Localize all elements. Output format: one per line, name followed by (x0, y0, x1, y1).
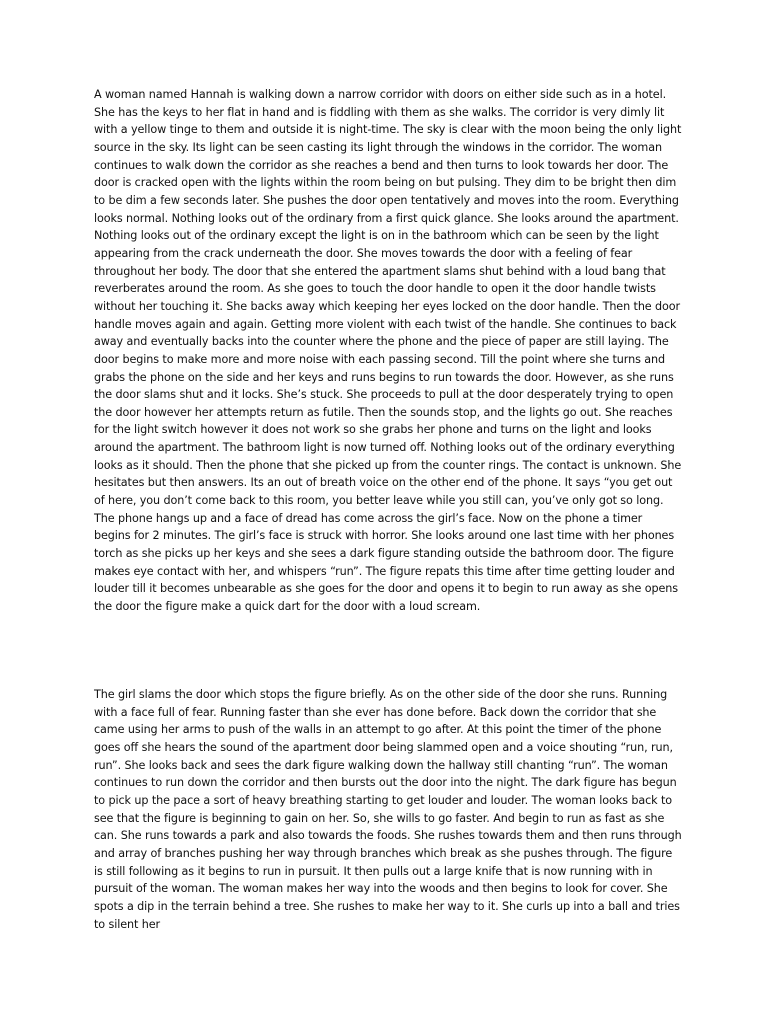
story-paragraph-1: A woman named Hannah is walking down a narrow corridor with doors on either side such as in a hotel. She has the keys to her flat in hand and is fiddling with them as she walks. The corridor is very dimly lit with a yellow tinge to them and outside it is night-time. The sky is clear with the moon being the only light source in the sky. Its light can be seen casting its light through the windows in the corridor. The woman continues to walk down the corridor as she reaches a bend and then turns to look towards her door. The door is cracked open with the lights within the room being on but pulsing. They dim to be bright then dim to be dim a few seconds later. She pushes the door open tentatively and moves into the room. Everything looks normal. Nothing looks out of the ordinary from a first quick glance. She looks around the apartment. Nothing looks out of the ordinary except the light is on in the bathroom which can be seen by the light appearing from the crack underneath the door. She moves towards the door with a feeling of fear throughout her body. The door that she entered the apartment slams shut behind with a loud bang that reverberates around the room. As she goes to touch the door handle to open it the door handle twists without her touching it. She backs away which keeping her eyes locked on the door handle. Then the door handle moves again and again. Getting more violent with each twist of the handle. She continues to back away and eventually backs into the counter where the phone and the piece of paper are still laying. The door begins to make more and more noise with each passing second. Till the point where she turns and grabs the phone on the side and her keys and runs begins to run towards the door. However, as she runs the door slams shut and it locks. She’s stuck. She proceeds to pull at the door desperately trying to open the door however her attempts return as futile. Then the sounds stop, and the lights go out. She reaches for the light switch however it does not work so she grabs her phone and turns on the light and looks around the apartment. The bathroom light is now turned off. Nothing looks out of the ordinary everything looks as it should. Then the phone that she picked up from the counter rings. The contact is unknown. She hesitates but then answers. Its an out of breath voice on the other end of the phone. It says “you get out of here, you don’t come back to this room, you better leave while you still can, you’ve only got so long. The phone hangs up and a face of dread has come across the girl’s face. Now on the phone a timer begins for 2 minutes. The girl’s face is struck with horror. She looks around one last time with her phones torch as she picks up her keys and she sees a dark figure standing outside the bathroom door. The figure makes eye contact with her, and whispers “run”. The figure repats this time after time getting louder and louder till it becomes unbearable as she goes for the door and opens it to begin to run away as she opens the door the figure make a quick dart for the door with a loud scream. (94, 88, 682, 614)
story-paragraph-2: The girl slams the door which stops the figure briefly. As on the other side of the door she runs. Running with a face full of fear. Running faster than she ever has done before. Back down the corridor that she came using her arms to push of the walls in an attempt to go after. At this point the timer of the phone goes off she hears the sound of the apartment door being slammed open and a voice shouting “run, run, run”. She looks back and sees the dark figure walking down the hallway still chanting “run”. The woman continues to run down the corridor and then bursts out the door into the night. The dark figure has begun to pick up the pace a sort of heavy breathing starting to get louder and louder. The woman looks back to see that the figure is beginning to gain on her. So, she wills to go faster. And begin to run as fast as she can. She runs towards a park and also towards the foods. She rushes towards them and then runs through and array of branches pushing her way through branches which break as she pushes through. The figure is still following as it begins to run in pursuit. It then pulls out a large knife that is now running with in pursuit of the woman. The woman makes her way into the woods and then begins to look for cover. She spots a dip in the terrain behind a tree. She rushes to make her way to it. She curls up into a ball and tries to silent her (94, 688, 682, 931)
